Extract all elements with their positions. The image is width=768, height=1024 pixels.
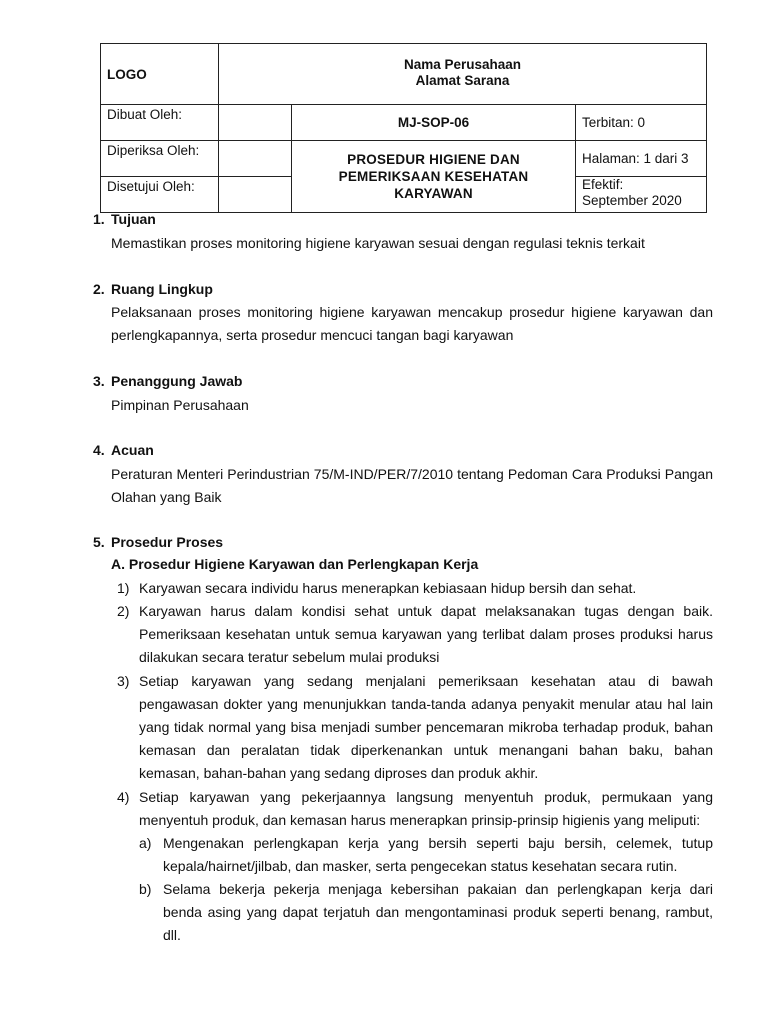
- section-1-heading: [93, 211, 156, 227]
- logo-label: LOGO: [107, 66, 147, 82]
- list-item: [117, 600, 713, 669]
- doc-code: MJ-SOP-06: [292, 105, 576, 141]
- sub-list-item: [139, 878, 713, 947]
- section-title: Tujuan: [111, 211, 156, 227]
- list-item: [117, 670, 713, 785]
- checked-by-signature: [219, 141, 292, 177]
- made-by-signature: [219, 105, 292, 141]
- section-number: 3.: [93, 373, 105, 389]
- checked-by-label: Diperiksa Oleh:: [101, 141, 219, 177]
- effective-label: Efektif:: [582, 177, 624, 192]
- doc-title: [292, 141, 576, 213]
- doc-title-line3: KARYAWAN: [394, 186, 473, 201]
- section-number: 5.: [93, 534, 105, 550]
- list-item-text: Karyawan secara individu harus menerapkan kebiasaan hidup bersih dan sehat.: [139, 580, 637, 596]
- section-3-heading: [93, 373, 242, 389]
- list-item-number: 2): [117, 603, 130, 619]
- edition: Terbitan: 0: [576, 105, 707, 141]
- logo-cell: [101, 44, 219, 105]
- list-item-number: 3): [117, 673, 130, 689]
- section-2-heading: [93, 281, 213, 297]
- section-number: 2.: [93, 281, 105, 297]
- list-item: [117, 577, 713, 600]
- section-3-text: Pimpinan Perusahaan: [111, 397, 249, 413]
- section-title: Prosedur Proses: [111, 534, 224, 550]
- list-item-text: Setiap karyawan yang sedang menjalani pemeriksaan kesehatan atau di bawah pengawasan dokter yang menunjukkan tanda-tanda adanya penyakit menular atau hal lain yang tidak normal yang bisa menjadi sumber pencemaran mikroba terhadap produk, bahan kemasan dan peralatan tidak diperkenankan untuk menangani bahan baku, bahan kemasan, bahan-bahan yang sedang diproses dan produk akhir.: [139, 673, 713, 781]
- list-item-number: 1): [117, 580, 130, 596]
- section-number: 1.: [93, 211, 105, 227]
- section-number: 4.: [93, 442, 105, 458]
- sub-list-item-text: Selama bekerja pekerja menjaga kebersihan pakaian dan perlengkapan kerja dari benda asing yang dapat terjatuh dan mengontaminasi produk seperti benang, rambut, dll.: [163, 881, 713, 943]
- effective-date: September 2020: [582, 193, 682, 208]
- doc-title-line1: PROSEDUR HIGIENE DAN: [347, 152, 520, 167]
- list-item-text: Setiap karyawan yang pekerjaannya langsung menyentuh produk, permukaan yang menyentuh produk, dan kemasan harus menerapkan prinsip-prinsip higienis yang meliputi:: [139, 789, 713, 828]
- sub-list-item-letter: b): [139, 881, 152, 897]
- section-title: Ruang Lingkup: [111, 281, 213, 297]
- approved-by-label: Disetujui Oleh:: [101, 177, 219, 213]
- document-header-table: [100, 43, 707, 213]
- page-number: Halaman: 1 dari 3: [576, 141, 707, 177]
- list-item-text: Karyawan harus dalam kondisi sehat untuk dapat melaksanakan tugas dengan baik. Pemeriksaan kesehatan untuk semua karyawan yang terlibat dalam proses produksi harus dilakukan secara teratur sebelum mulai produksi: [139, 603, 713, 665]
- company-cell: [219, 44, 707, 105]
- procedure-subheading: A. Prosedur Higiene Karyawan dan Perlengkapan Kerja: [111, 556, 479, 572]
- section-title: Acuan: [111, 442, 154, 458]
- sub-list-item-text: Mengenakan perlengkapan kerja yang bersih seperti baju bersih, celemek, tutup kepala/hairnet/jilbab, dan masker, serta pengecekan status kesehatan secara rutin.: [163, 835, 713, 874]
- section-1-text: Memastikan proses monitoring higiene karyawan sesuai dengan regulasi teknis terkait: [111, 235, 645, 251]
- section-title: Penanggung Jawab: [111, 373, 243, 389]
- company-name: Nama Perusahaan: [403, 57, 522, 72]
- section-5-heading: [93, 534, 223, 550]
- list-item-number: 4): [117, 789, 130, 805]
- sub-list-item: [139, 832, 713, 878]
- section-2-text: Pelaksanaan proses monitoring higiene karyawan mencakup prosedur higiene karyawan dan perlengkapannya, serta prosedur mencuci tangan bagi karyawan: [111, 304, 713, 343]
- sub-list-item-letter: a): [139, 835, 152, 851]
- section-4-text: Peraturan Menteri Perindustrian 75/M-IND/PER/7/2010 tentang Pedoman Cara Produksi Pangan Olahan yang Baik: [111, 466, 713, 505]
- section-4-heading: [93, 442, 154, 458]
- approved-by-signature: [219, 177, 292, 213]
- effective-cell: [576, 177, 707, 213]
- doc-title-line2: PEMERIKSAAN KESEHATAN: [338, 169, 529, 184]
- made-by-label: Dibuat Oleh:: [101, 105, 219, 141]
- company-address: Alamat Sarana: [415, 73, 510, 88]
- list-item: [117, 786, 713, 832]
